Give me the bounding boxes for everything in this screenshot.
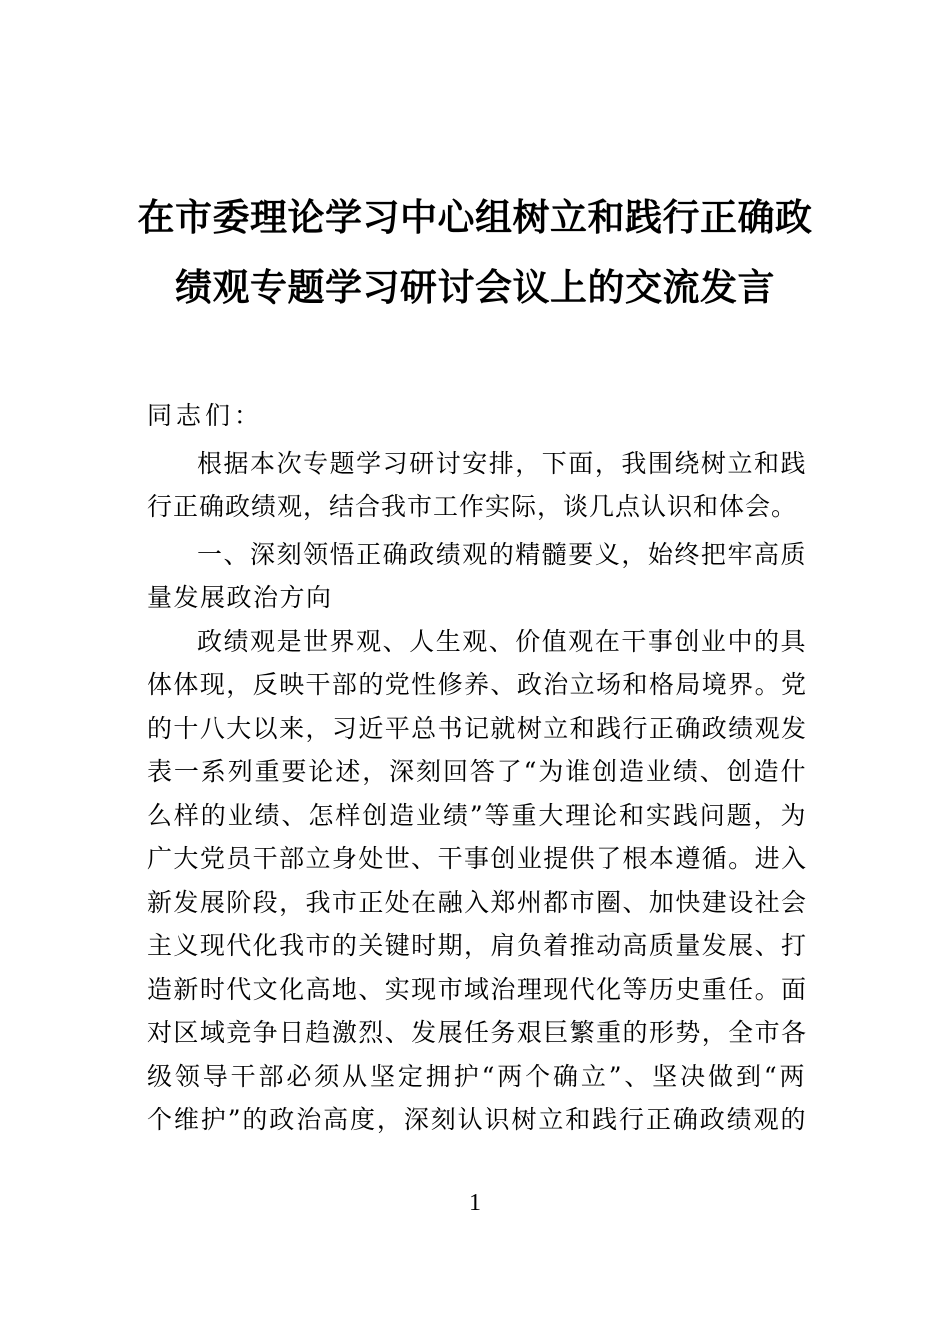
body-line-2: 体体现，反映干部的党性修养、政治立场和格局境界。党: [147, 670, 807, 699]
intro-line-1: 根据本次专题学习研讨安排，下面，我围绕树立和践: [197, 449, 807, 478]
body-line-7: 新发展阶段，我市正处在融入郑州都市圈、加快建设社会: [147, 888, 807, 917]
intro-line-2: 行正确政绩观，结合我市工作实际，谈几点认识和体会。: [147, 492, 798, 521]
body-line-11: 级领导干部必须从坚定拥护“两个确立”、坚决做到“两: [147, 1062, 807, 1091]
body-line-1: 政绩观是世界观、人生观、价值观在干事创业中的具: [197, 627, 807, 656]
body-line-10: 对区域竞争日趋激烈、发展任务艰巨繁重的形势，全市各: [147, 1018, 807, 1047]
document-title-line-1: 在市委理论学习中心组树立和践行正确政: [137, 195, 813, 239]
body-line-3: 的十八大以来，习近平总书记就树立和践行正确政绩观发: [147, 714, 807, 743]
body-line-12: 个维护”的政治高度，深刻认识树立和践行正确政绩观的: [147, 1105, 807, 1134]
salutation: 同志们：: [147, 401, 264, 430]
section-heading-line-2: 量发展政治方向: [147, 583, 333, 612]
body-line-4: 表一系列重要论述，深刻回答了“为谁创造业绩、创造什: [147, 757, 807, 786]
section-heading-line-1: 一、深刻领悟正确政绩观的精髓要义，始终把牢高质: [197, 540, 807, 569]
body-line-6: 广大党员干部立身处世、干事创业提供了根本遵循。进入: [147, 844, 807, 873]
body-line-9: 造新时代文化高地、实现市域治理现代化等历史重任。面: [147, 975, 807, 1004]
page-number: 1: [469, 1190, 481, 1216]
body-line-5: 么样的业绩、怎样创造业绩”等重大理论和实践问题，为: [147, 801, 807, 830]
body-line-8: 主义现代化我市的关键时期，肩负着推动高质量发展、打: [147, 931, 807, 960]
document-title-line-2: 绩观专题学习研讨会议上的交流发言: [175, 265, 775, 309]
